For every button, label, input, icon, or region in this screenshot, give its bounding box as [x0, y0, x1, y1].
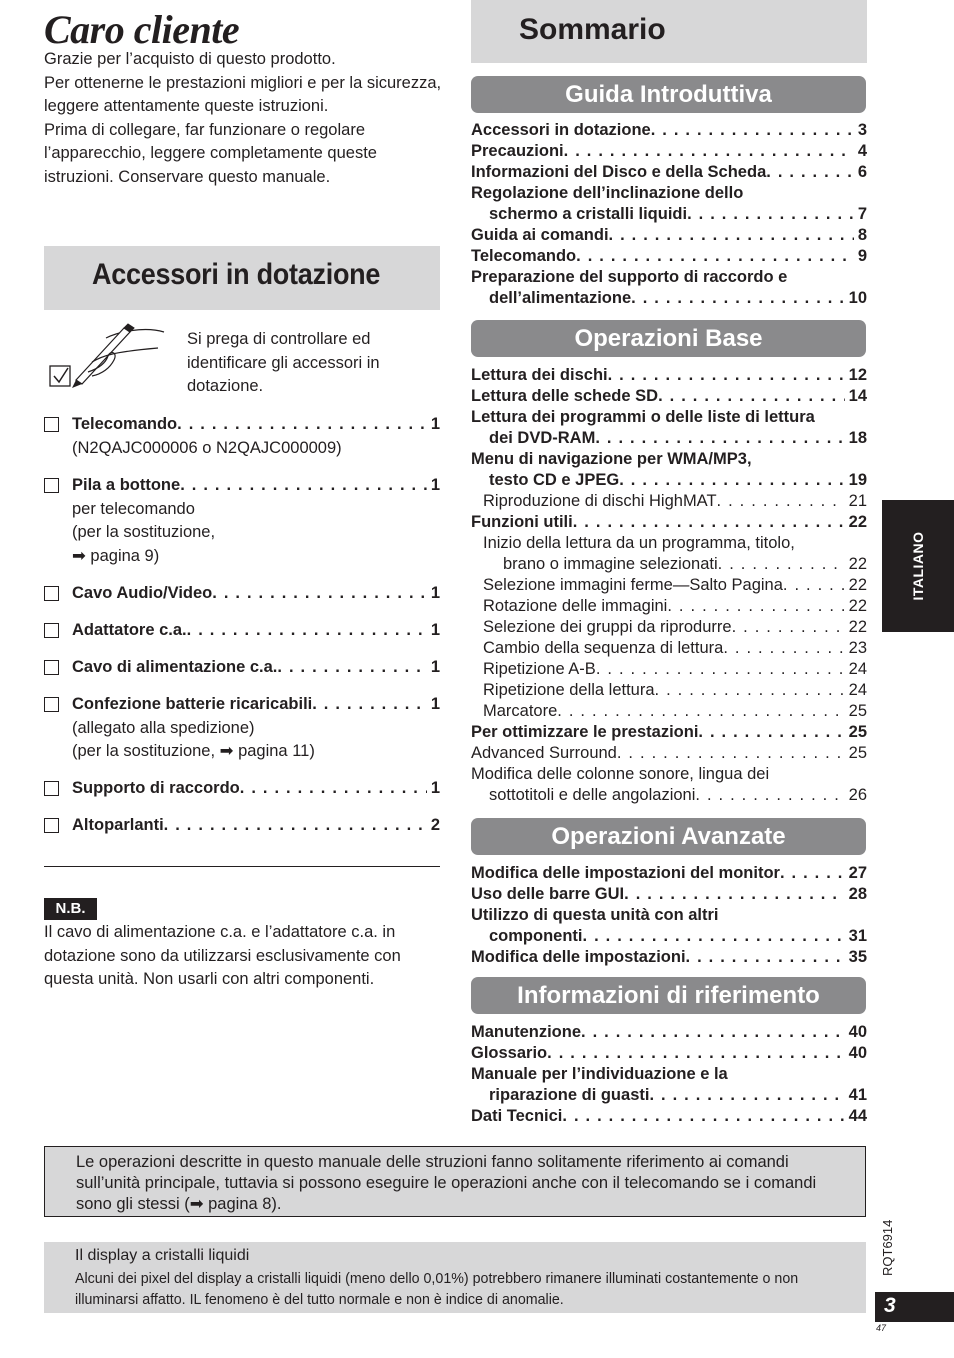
toc-entry-label: Ripetizione della lettura [483, 681, 655, 699]
toc-entry-label: Accessori in dotazione [471, 121, 651, 139]
accessory-qty: 1 [430, 621, 440, 639]
toc-entry [471, 863, 867, 884]
toc-entry-label: Modifica delle impostazioni [471, 948, 686, 966]
toc-entry-label: Glossario [471, 1044, 548, 1062]
checkbox-icon [44, 478, 59, 493]
toc-section-header: Informazioni di riferimento [471, 977, 866, 1014]
divider [44, 866, 440, 867]
toc-entry-label: Telecomando [471, 247, 577, 265]
toc-entry [471, 267, 867, 288]
accessory-qty: 1 [430, 415, 440, 433]
page-number: 3 [884, 1294, 896, 1317]
accessory-detail: ➡ pagina 9) [72, 546, 160, 565]
toc-entry [471, 407, 867, 428]
toc-entry-page: 19 [848, 471, 867, 489]
toc-entry-page: 24 [848, 681, 867, 699]
intro-text [44, 48, 444, 190]
toc-entry-label: Regolazione dell’inclinazione dello [471, 184, 744, 202]
toc-entry-label: dei DVD-RAM [489, 429, 596, 447]
checkbox-icon [44, 697, 59, 712]
toc-entry [471, 162, 867, 183]
toc-entry-page: 8 [857, 226, 867, 244]
checkbox-icon [44, 818, 59, 833]
toc-entry [483, 638, 867, 659]
toc-entry-page: 44 [848, 1107, 867, 1125]
accessories-note: Si prega di controllare ed identificare gli accessori in dotazione. [187, 330, 380, 396]
toc-entry-page: 4 [857, 142, 867, 160]
toc-entry-page: 35 [848, 948, 867, 966]
toc-entry [471, 449, 867, 470]
toc-entry [483, 533, 867, 554]
checkbox-icon [44, 781, 59, 796]
toc-entry-page [863, 183, 867, 204]
toc-section-header: Operazioni Avanzate [471, 818, 866, 855]
page-number-badge [875, 1292, 954, 1322]
toc-entry [471, 1106, 867, 1127]
toc-entry [471, 386, 867, 407]
accessory-qty: 1 [430, 658, 440, 676]
toc-entry-page: 25 [848, 702, 867, 720]
toc-entry-page: 3 [857, 121, 867, 139]
toc-entry-label: Rotazione delle immagini [483, 597, 668, 615]
toc-entry [471, 743, 867, 764]
toc-entry [483, 701, 867, 722]
toc-entry-label: Cambio della sequenza di lettura [483, 639, 724, 657]
intro-paragraph: Grazie per l’acquisto di questo prodotto. [44, 50, 336, 68]
toc-entry-label: componenti [489, 927, 583, 945]
nb-badge: N.B. [44, 898, 97, 920]
toc-entry-label: Marcatore [483, 702, 558, 720]
accessory-label: Confezione batterie ricaricabili [72, 695, 313, 713]
summary-heading-panel [471, 0, 867, 63]
toc-entry-page: 10 [848, 289, 867, 307]
toc-entry-label: Manuale per l’individuazione e la [471, 1065, 728, 1083]
toc-entry-label: sottotitoli e delle angolazioni [489, 786, 696, 804]
toc-entry [471, 947, 867, 968]
accessory-label: Altoparlanti [72, 816, 164, 834]
toc-entry [489, 288, 867, 309]
toc-entry-page: 22 [848, 555, 867, 573]
toc-entry-label: Funzioni utili [471, 513, 573, 531]
toc-entry [471, 512, 867, 533]
toc-entry-page [863, 407, 867, 428]
accessory-label: Telecomando [72, 415, 178, 433]
accessory-label: Pila a bottone [72, 476, 181, 494]
accessory-detail: (N2QAJC000006 o N2QAJC000009) [72, 438, 342, 457]
toc-entry-label: Informazioni del Disco e della Scheda [471, 163, 767, 181]
toc-entry [489, 926, 867, 947]
toc-entry [471, 183, 867, 204]
toc-entry-label: Utilizzo di questa unità con altri [471, 906, 719, 924]
toc-entry-label: Modifica delle colonne sonore, lingua dei [471, 765, 770, 783]
toc-entry [489, 470, 867, 491]
accessory-label: Adattatore c.a. [72, 621, 187, 639]
toc-entry-label: testo CD e JPEG [489, 471, 620, 489]
toc-entry [489, 428, 867, 449]
toc-entry-label: Precauzioni [471, 142, 564, 160]
toc-entry-label: schermo a cristalli liquidi [489, 205, 688, 223]
toc-entry [483, 659, 867, 680]
toc-entry-page: 7 [857, 205, 867, 223]
accessories-heading: Accessori in dotazione [92, 258, 381, 291]
toc-entry-page: 22 [848, 618, 867, 636]
toc-entry [483, 575, 867, 596]
toc-entry-page [863, 1064, 867, 1085]
toc-entry-page [863, 764, 867, 785]
toc-entry [471, 141, 867, 162]
toc-entry-page: 27 [848, 864, 867, 882]
model-code: RQT6914 [880, 1219, 895, 1276]
accessory-detail: (per la sostituzione, ➡ pagina 11) [72, 742, 315, 761]
page-title: Caro cliente [44, 7, 240, 52]
toc-entry-page [863, 533, 867, 554]
toc-entry-label: Lettura delle schede SD [471, 387, 659, 405]
toc-entry [489, 785, 867, 806]
toc-entry-page: 41 [848, 1086, 867, 1104]
accessory-qty: 1 [430, 695, 440, 713]
intro-paragraph: Prima di collegare, far funzionare o regolare l’apparecchio, leggere completamente queste istruzioni. Conservare questo manuale. [44, 120, 377, 186]
toc-entry-label: Menu di navigazione per WMA/MP3, [471, 450, 752, 468]
toc-entry-label: dell’alimentazione [489, 289, 632, 307]
toc-entry-label: Advanced Surround [471, 744, 617, 762]
toc-entry [471, 225, 867, 246]
summary-heading: Sommario [519, 13, 666, 46]
checkbox-icon [44, 660, 59, 675]
accessory-detail: (allegato alla spedizione) [72, 718, 255, 737]
toc-entry-page: 21 [848, 492, 867, 510]
toc-entry-page: 23 [848, 639, 867, 657]
toc-entry-label: Manutenzione [471, 1023, 581, 1041]
toc-entry-label: Preparazione del supporto di raccordo e [471, 268, 788, 286]
accessory-qty: 1 [430, 476, 440, 494]
toc-entry [483, 491, 867, 512]
toc-entry-label: Modifica delle impostazioni del monitor [471, 864, 780, 882]
toc-entry [483, 680, 867, 701]
toc-entry-page [863, 449, 867, 470]
toc-entry-page: 40 [848, 1023, 867, 1041]
toc-entry-page: 18 [848, 429, 867, 447]
toc-entry-label: Lettura dei programmi o delle liste di lettura [471, 408, 815, 426]
toc-entry-label: Selezione immagini ferme—Salto Pagina [483, 576, 783, 594]
toc-entry-page: 26 [848, 786, 867, 804]
nb-text: Il cavo di alimentazione c.a. e l’adattatore c.a. in dotazione sono da utilizzarsi esclusivamente con questa unità. Non usarli con altri componenti. [44, 923, 401, 989]
accessory-qty: 2 [430, 816, 440, 834]
accessory-qty: 1 [430, 779, 440, 797]
toc-entry-page: 22 [848, 576, 867, 594]
lcd-note-text: Alcuni dei pixel del display a cristalli liquidi (meno dello 0,01%) potrebbero rimanere illuminati costantemente o non illuminarsi affatto. IL fenomeno è del tutto normale e non è indice di anomalie. [75, 1270, 799, 1308]
language-tab-label: ITALIANO [910, 531, 926, 601]
language-tab [882, 500, 954, 632]
checkbox-icon [44, 417, 59, 432]
toc-entry-label: Per ottimizzare le prestazioni [471, 723, 699, 741]
toc-entry-page [863, 905, 867, 926]
toc-entry-label: Uso delle barre GUI [471, 885, 625, 903]
lcd-note-title: Il display a cristalli liquidi [75, 1247, 250, 1264]
operations-note: Le operazioni descritte in questo manuale delle struzioni fanno solitamente riferimento ai comandi sull’unità principale, tuttavia si possono eseguire le operazioni anche con il telecomando se i comandi sono gli stessi (➡ pagina 8). [76, 1153, 817, 1213]
toc-entry-label: Selezione dei gruppi da riprodurre [483, 618, 732, 636]
pen-checkmark-icon [48, 322, 168, 390]
toc-entry-page [863, 267, 867, 288]
toc-entry-page: 12 [848, 366, 867, 384]
lcd-note-box [44, 1242, 866, 1313]
toc-entry [489, 204, 867, 225]
checkbox-icon [44, 623, 59, 638]
toc-entry [471, 120, 867, 141]
toc-entry [503, 554, 867, 575]
toc-entry-label: Dati Tecnici [471, 1107, 563, 1125]
toc-entry [471, 1022, 867, 1043]
accessory-label: Supporto di raccordo [72, 779, 240, 797]
accessory-detail: (per la sostituzione, [72, 523, 216, 542]
toc-entry-page: 22 [848, 513, 867, 531]
toc-entry-page: 40 [848, 1044, 867, 1062]
toc-entry-page: 24 [848, 660, 867, 678]
toc-entry [483, 596, 867, 617]
toc-entry-page: 14 [848, 387, 867, 405]
toc-entry [471, 365, 867, 386]
toc-section-header: Operazioni Base [471, 320, 866, 357]
toc-entry-page: 31 [848, 927, 867, 945]
accessory-detail: per telecomando [72, 499, 195, 518]
toc-entry-page: 25 [848, 744, 867, 762]
toc-entry [471, 722, 867, 743]
toc-entry-label: Guida ai comandi [471, 226, 609, 244]
toc-entry [471, 884, 867, 905]
toc-entry [471, 246, 867, 267]
intro-paragraph: Per ottenerne le prestazioni migliori e per la sicurezza, leggere attentamente queste istruzioni. [44, 73, 442, 116]
toc-entry-label: brano o immagine selezionati [503, 555, 718, 573]
toc-entry-label: riparazione di guasti [489, 1086, 650, 1104]
toc-entry-page: 22 [848, 597, 867, 615]
accessory-label: Cavo Audio/Video [72, 584, 213, 602]
toc-entry-label: Riproduzione di dischi HighMAT [483, 492, 717, 510]
toc-entry [471, 1043, 867, 1064]
toc-section-header: Guida Introduttiva [471, 76, 866, 113]
checkbox-icon [44, 586, 59, 601]
operations-note-box [44, 1146, 866, 1217]
toc-entry-page: 6 [857, 163, 867, 181]
toc-entry-page: 25 [848, 723, 867, 741]
toc-entry-label: Lettura dei dischi [471, 366, 608, 384]
toc-entry-page: 28 [848, 885, 867, 903]
toc-entry [471, 905, 867, 926]
toc-entry-page: 9 [857, 247, 867, 265]
toc-entry [471, 1064, 867, 1085]
toc-entry [471, 764, 867, 785]
toc-entry [489, 1085, 867, 1106]
accessories-heading-panel [44, 246, 440, 310]
toc-entry-label: Ripetizione A-B [483, 660, 596, 678]
toc-entry [483, 617, 867, 638]
toc-entry-label: Inizio della lettura da un programma, titolo, [483, 534, 795, 552]
accessory-qty: 1 [430, 584, 440, 602]
page-index: 47 [876, 1323, 887, 1333]
accessory-label: Cavo di alimentazione c.a. [72, 658, 278, 676]
